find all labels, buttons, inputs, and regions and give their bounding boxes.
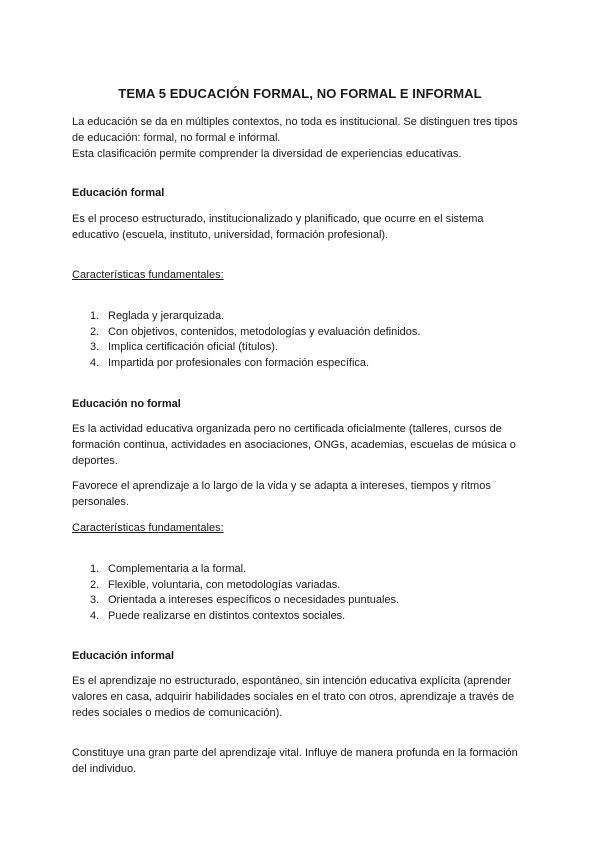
formal-description bbox=[72, 211, 542, 243]
intro-line: Esta clasificación permite comprender la diversidad de experiencias educativas. bbox=[72, 148, 462, 160]
list-item-text: Con objetivos, contenidos, metodologías y evaluación definidos. bbox=[108, 325, 421, 338]
list-item bbox=[90, 578, 578, 594]
no-formal-features-list bbox=[72, 562, 578, 624]
section-heading-formal: Educación formal bbox=[72, 187, 165, 199]
no-formal-extra-line: Favorece el aprendizaje a lo largo de la vida y se adapta a intereses, tiempos y ritmos bbox=[72, 480, 491, 492]
list-item-text: Implica certificación oficial (títulos). bbox=[108, 341, 278, 353]
informal-extra-line: Constituye una gran parte del aprendizaje vital. Influye de manera profunda en la formación bbox=[72, 747, 518, 759]
informal-extra bbox=[72, 745, 542, 777]
list-item bbox=[90, 609, 578, 625]
no-formal-extra bbox=[72, 478, 542, 510]
list-item-number: 2. bbox=[90, 578, 100, 591]
list-item-number: 4. bbox=[90, 609, 100, 622]
list-item-text: Orientada a intereses específicos o necesidades puntuales. bbox=[108, 594, 400, 606]
informal-extra-line: del individuo. bbox=[72, 763, 137, 775]
intro-line: de educación: formal, no formal e informal. bbox=[72, 132, 281, 144]
formal-description-line: Es el proceso estructurado, institucionalizado y planificado, que ocurre en el sistema bbox=[72, 213, 484, 225]
informal-description-line: redes sociales o medios de comunicación). bbox=[72, 707, 283, 719]
formal-features-heading: Características fundamentales: bbox=[72, 269, 224, 281]
list-item-number: 1. bbox=[90, 563, 100, 575]
no-formal-description-line: Es la actividad educativa organizada pero no certificada oficialmente (talleres, cursos de bbox=[72, 423, 502, 435]
formal-features-list bbox=[72, 309, 578, 371]
list-item-text: Reglada y jerarquizada. bbox=[108, 310, 225, 322]
list-item bbox=[90, 356, 578, 372]
list-item-text: Impartida por profesionales con formación específica. bbox=[108, 356, 370, 369]
list-item-number: 3. bbox=[90, 594, 100, 606]
page-title: TEMA 5 EDUCACIÓN FORMAL, NO FORMAL E INFORMAL bbox=[118, 86, 482, 101]
intro-line: La educación se da en múltiples contextos, no toda es institucional. Se distinguen tres tipos bbox=[72, 116, 518, 128]
list-item-number: 4. bbox=[90, 356, 100, 369]
list-item bbox=[90, 562, 578, 578]
list-item-text: Flexible, voluntaria, con metodologías variadas. bbox=[108, 578, 341, 591]
list-item-number: 3. bbox=[90, 341, 100, 353]
list-item bbox=[90, 340, 578, 356]
list-item bbox=[90, 325, 578, 341]
list-item bbox=[90, 309, 578, 325]
intro-paragraph bbox=[72, 114, 542, 162]
informal-description-line: valores en casa, adquirir habilidades sociales en el trato con otros, aprendizaje a través de bbox=[72, 691, 515, 703]
section-heading-no-formal: Educación no formal bbox=[72, 398, 181, 410]
list-item bbox=[90, 593, 578, 609]
no-formal-description bbox=[72, 421, 542, 469]
list-item-number: 1. bbox=[90, 310, 100, 322]
formal-description-line: educativo (escuela, instituto, universidad, formación profesional). bbox=[72, 229, 389, 241]
list-item-text: Complementaria a la formal. bbox=[108, 563, 247, 575]
no-formal-description-line: deportes. bbox=[72, 455, 118, 467]
section-heading-informal: Educación informal bbox=[72, 650, 175, 662]
list-item-number: 2. bbox=[90, 325, 100, 338]
no-formal-extra-line: personales. bbox=[72, 496, 129, 508]
list-item-text: Puede realizarse en distintos contextos sociales. bbox=[108, 609, 346, 622]
no-formal-features-heading: Características fundamentales: bbox=[72, 522, 224, 534]
informal-description-line: Es el aprendizaje no estructurado, espontáneo, sin intención educativa explícita (aprender bbox=[72, 675, 512, 687]
no-formal-description-line: formación continua, actividades en asociaciones, ONGs, academias, escuelas de música o bbox=[72, 439, 516, 451]
informal-description bbox=[72, 673, 542, 721]
